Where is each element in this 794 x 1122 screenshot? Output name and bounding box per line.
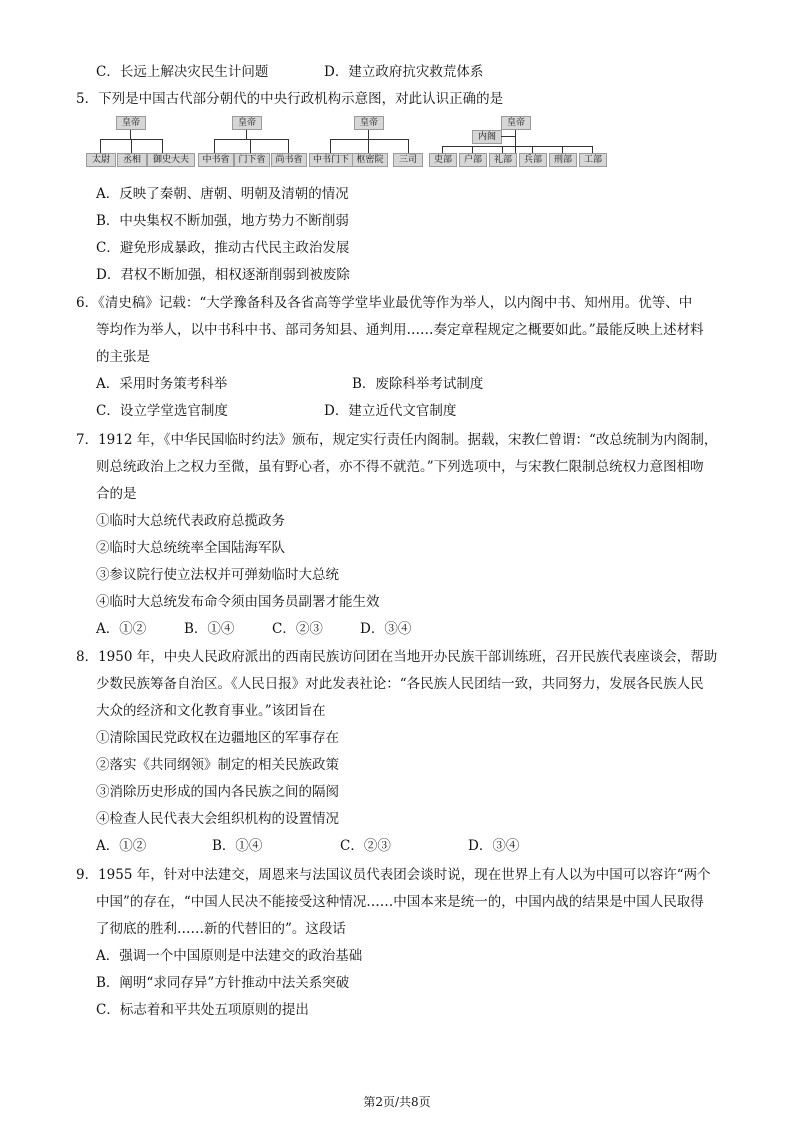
q8-item: ②落实《共同纲领》制定的相关民族政策 [96,757,339,773]
q9-stem-line: 9．1955 年，针对中法建交，周恩来与法国议员代表团会谈时说，现在世界上有人以为中国可以容许“两个 [76,867,711,883]
q6-stem-line: 等均作为举人，以中书科中书、部司务知县、通判用……奏定章程规定之概要如此。”最能反映上述材料 [96,322,704,338]
q7-item: ②临时大总统统率全国陆海军队 [96,540,285,556]
diagram-g1-item: 御史大夫 [147,153,195,167]
q7-option-a: A．①② [96,621,147,637]
q7-option-b: B．①④ [184,621,235,637]
connector [250,139,251,153]
q6-stem-line: 6．《清史稿》记载：“大学豫备科及各省高等学堂毕业最优等作为举人，以内阁中书、知州用。优等、中 [76,295,693,311]
q7-stem-line: 7．1912 年，《中华民国临时约法》颁布，规定实行责任内阁制。据载，宋教仁曾谓：“改总统制为内阁制， [76,432,718,448]
connector [214,139,288,140]
diagram-g4-cabinet: 内阁 [472,130,502,144]
q7-item: ④临时大总统发布命令须由国务员副署才能生效 [96,594,380,610]
q8-option-d: D．③④ [468,838,520,854]
connector [368,130,369,139]
diagram-g4-item: 吏部 [429,153,457,167]
q9-option-c: C．标志着和平共处五项原则的提出 [96,1002,309,1018]
connector [472,146,473,153]
diagram-g4-item: 刑部 [549,153,577,167]
connector [501,136,515,137]
diagram-g4-item: 兵部 [519,153,547,167]
q8-stem-line: 8．1950 年，中央人民政府派出的西南民族访问团在当地开办民族干部训练班，召开民族代表座谈会，帮助 [76,649,718,665]
q8-item: ④检查人民代表大会组织机构的设置情况 [96,811,339,827]
q6-option-c: C．设立学堂选官制度 [96,403,228,419]
diagram-g2-emperor: 皇帝 [232,116,262,130]
diagram-g2-item: 尚书省 [271,153,307,167]
diagram-g3-item: 中书门下 [309,153,353,167]
q8-option-b: B．①④ [212,838,263,854]
connector [330,139,331,153]
connector [246,130,247,139]
diagram-g3-emperor: 皇帝 [354,116,384,130]
q7-stem-line: 合的是 [96,486,137,502]
q5-option-a: A．反映了秦朝、唐朝、明朝及清朝的情况 [96,186,349,202]
connector [532,146,533,153]
q5-option-b: B．中央集权不断加强，地方势力不断削弱 [96,213,349,229]
q9-stem-line: 了彻底的胜利……新的代替旧的”。这段话 [96,921,346,937]
q4-option-d: D．建立政府抗灾救荒体系 [324,64,484,80]
q9-option-b: B．阐明“求同存异”方针推动中法关系突破 [96,975,350,991]
diagram-g2-item: 门下省 [234,153,270,167]
q7-option-d: D．③④ [360,621,412,637]
q9-stem-line: 中国”的存在，“中国人民决不能接受这种情况……中国本来是统一的，中国内战的结果是中国人民取得 [96,894,704,910]
q5-stem: 5．下列是中国古代部分朝代的中央行政机构示意图，对此认识正确的是 [76,91,504,107]
q7-option-c: C．②③ [272,621,323,637]
connector [131,139,132,153]
connector [100,139,101,153]
q8-stem-line: 大众的经济和文化教育事业。”该团旨在 [96,703,326,719]
q6-option-d: D．建立近代文官制度 [324,403,457,419]
connector [515,130,516,153]
q8-item: ③消除历史形成的国内各民族之间的隔阂 [96,784,339,800]
q6-stem-line: 的主张是 [96,349,150,365]
q8-option-a: A．①② [96,838,147,854]
q6-option-a: A．采用时务策考科举 [96,376,228,392]
q7-stem-line: 则总统政治上之权力至微，虽有野心者，亦不得不就范。”下列选项中，与宋教仁限制总统权力意图相吻 [96,459,704,475]
diagram-g4-item: 工部 [579,153,607,167]
q7-item: ③参议院行使立法权并可弹劾临时大总统 [96,567,339,583]
diagram-g4-emperor: 皇帝 [501,116,531,130]
diagram-g4-item: 礼部 [489,153,517,167]
q6-option-b: B．废除科举考试制度 [352,376,484,392]
connector [288,139,289,153]
connector [408,139,409,153]
connector [214,139,215,153]
connector [562,146,563,153]
q8-item: ①清除国民党政权在边疆地区的军事存在 [96,730,339,746]
diagram-g2-item: 中书省 [198,153,234,167]
connector [368,139,369,153]
connector [330,139,408,140]
diagram-g1-emperor: 皇帝 [116,116,146,130]
connector [592,146,593,153]
q9-option-a: A．强调一个中国原则是中法建交的政治基础 [96,948,363,964]
diagram-g1-item: 太尉 [86,153,116,167]
q5-option-d: D．君权不断加强，相权逐渐削弱到被废除 [96,267,350,283]
q8-option-c: C．②③ [340,838,391,854]
diagram-g3-item: 三司 [393,153,423,167]
q7-item: ①临时大总统代表政府总揽政务 [96,513,285,529]
connector [502,146,503,153]
diagram-g1-item: 丞相 [117,153,147,167]
connector [162,139,163,153]
diagram-g4-item: 户部 [459,153,487,167]
page-footer: 第2页/共8页 [363,1095,431,1109]
connector [442,146,443,153]
connector [442,146,592,147]
q4-option-c: C．长远上解决灾民生计问题 [96,64,269,80]
q8-stem-line: 少数民族筹备自治区。《人民日报》对此发表社论：“各民族人民团结一致，共同努力，发展各民族人民 [96,676,704,692]
q5-option-c: C．避免形成暴政，推动古代民主政治发展 [96,240,350,256]
diagram-g3-item: 枢密院 [352,153,388,167]
connector [130,130,131,139]
